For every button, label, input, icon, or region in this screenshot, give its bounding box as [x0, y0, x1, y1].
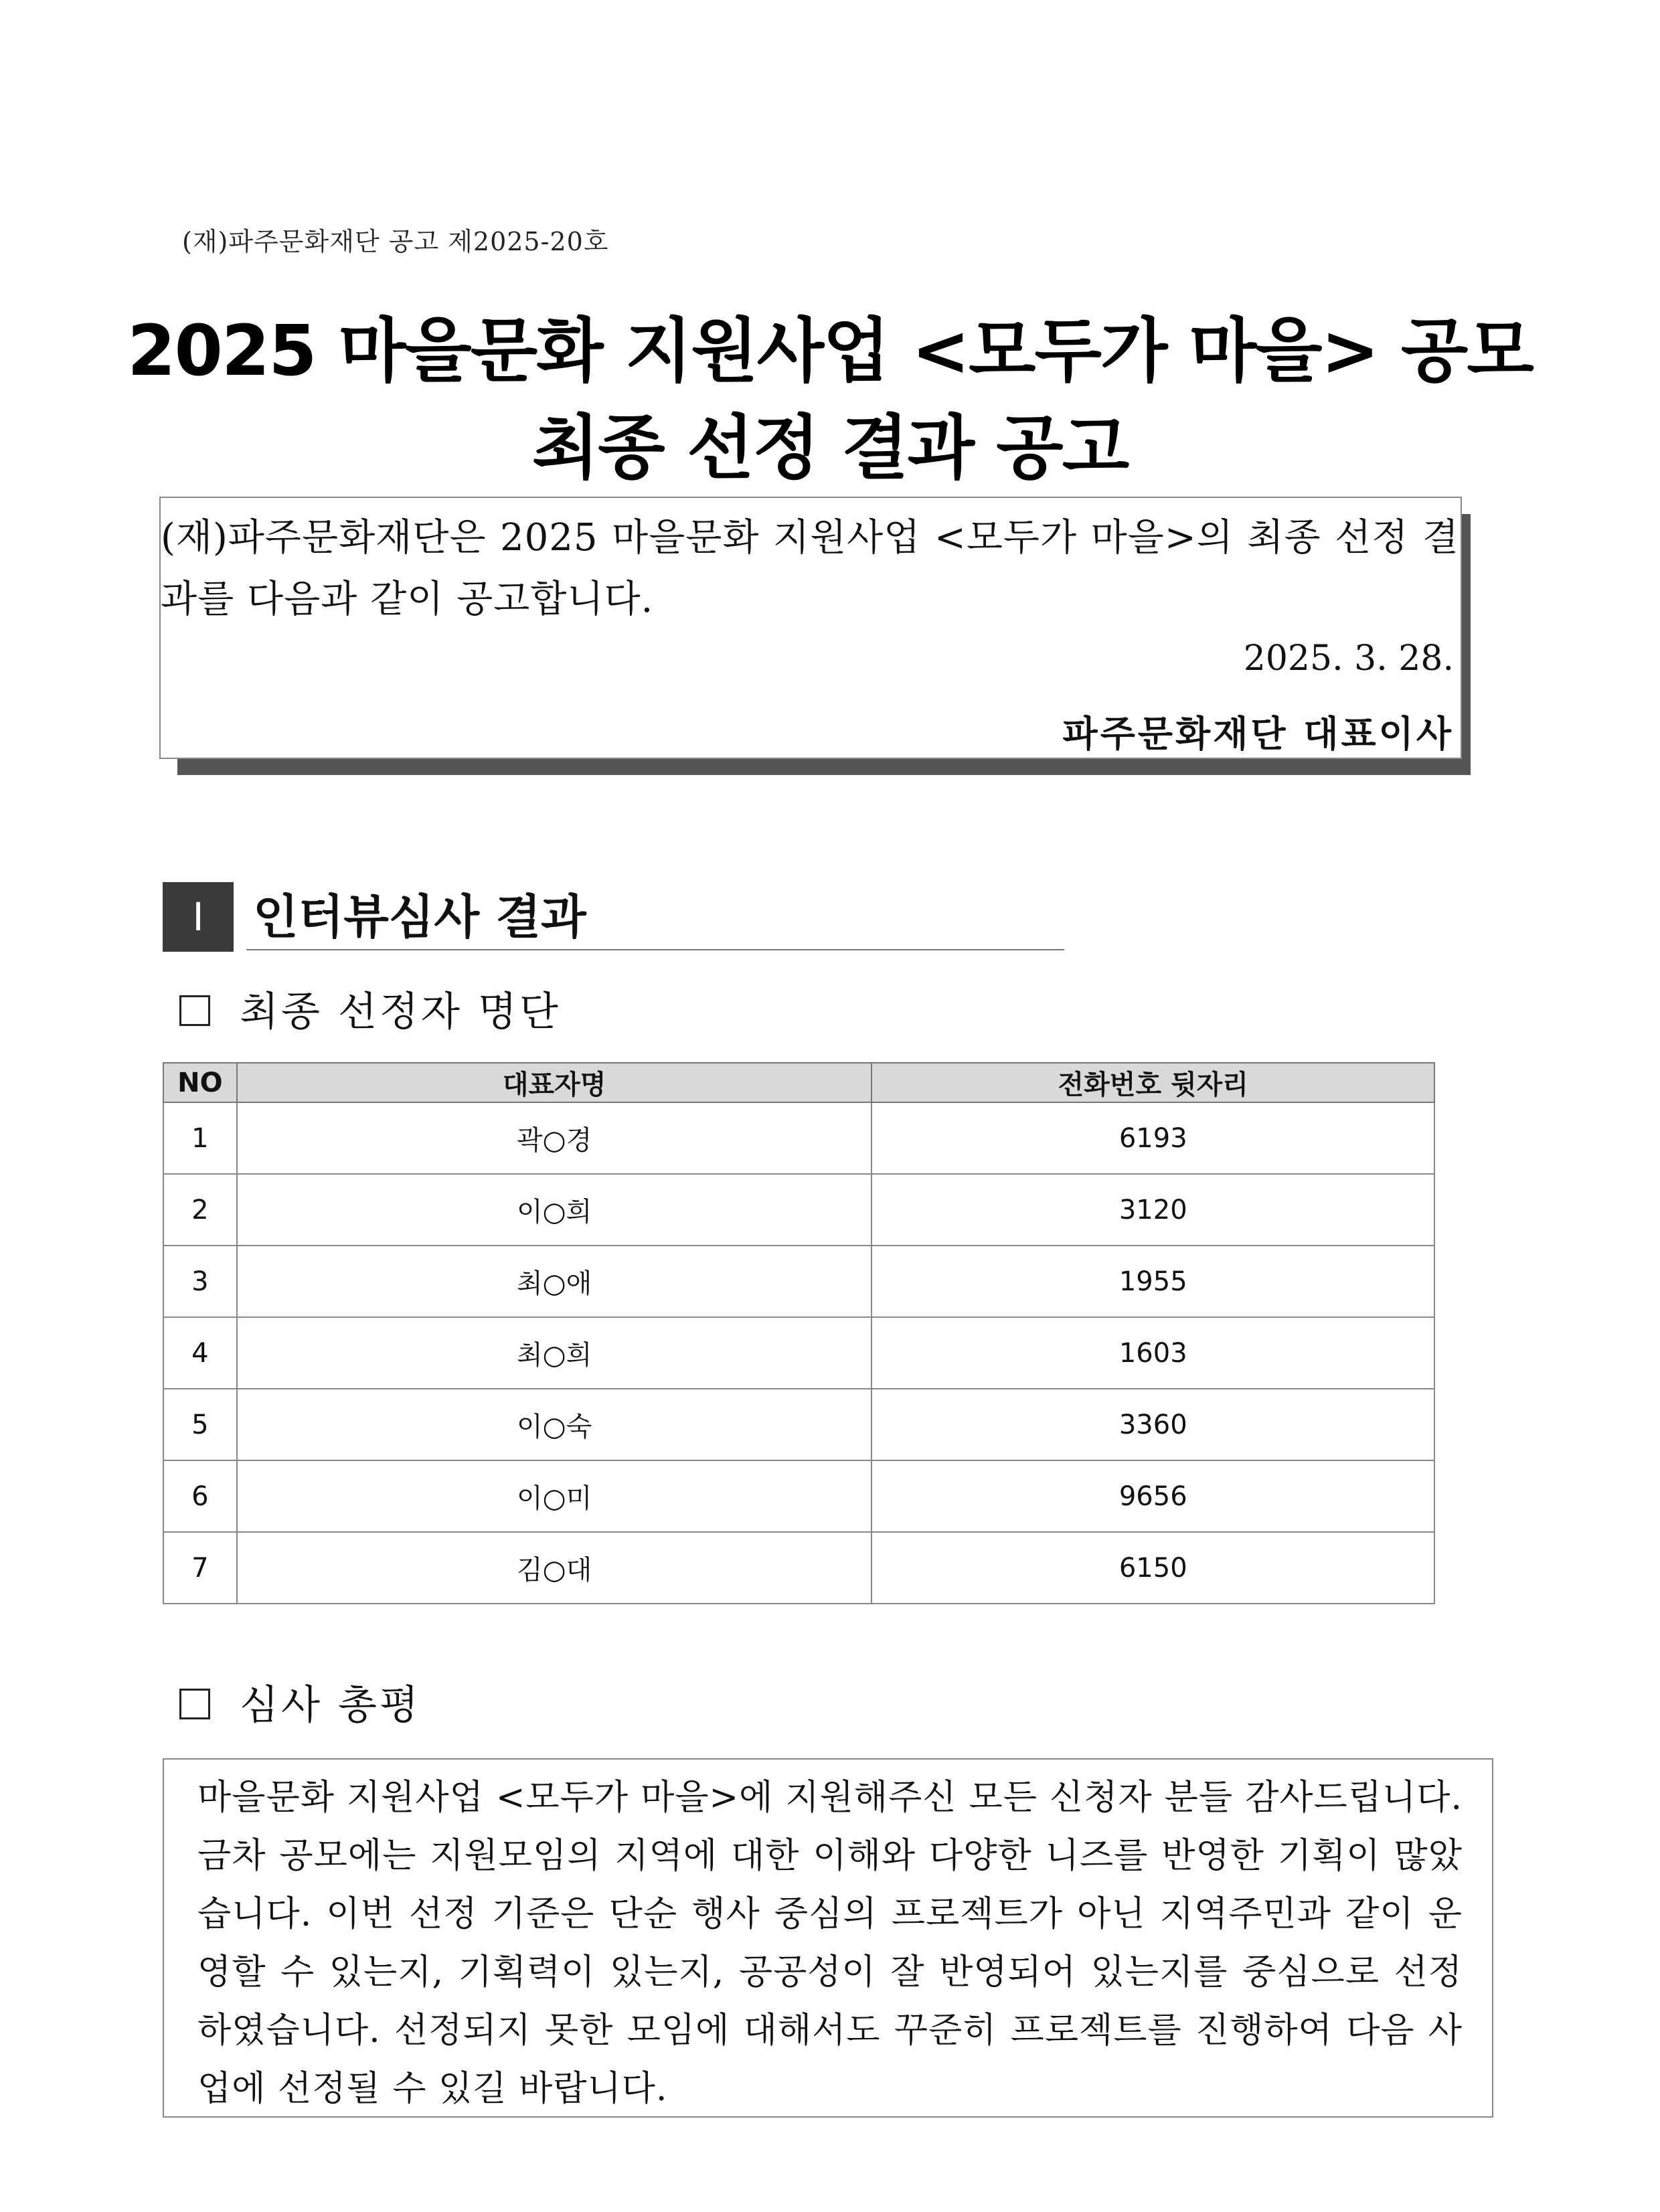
representative-name: 이○희 — [237, 1174, 872, 1246]
row-number: 4 — [163, 1317, 237, 1389]
table-header-row — [163, 1063, 1434, 1102]
document-title-line1: 2025 마을문화 지원사업 <모두가 마을> 공모 — [127, 310, 1533, 392]
review-text: 마을문화 지원사업 <모두가 마을>에 지원해주신 모든 신청자 분들 감사드립니다. 금차 공모에는 지원모임의 지역에 대한 이해와 다양한 니즈를 반영한 기획이 많았습니다. 이번 선정 기준은 단순 행사 중심의 프로젝트가 아닌 지역주민과 같이 운영할 수 있는지, 기획력이 있는지, 공공성이 잘 반영되어 있는지를 중심으로 선정하였습니다. 선정되지 못한 모임에 대해서도 꾸준히 프로젝트를 진행하여 다음 사업에 선정될 수 있길 바랍니다. — [197, 1778, 1463, 2109]
phone-last-digits: 9656 — [872, 1460, 1434, 1532]
phone-last-digits: 3360 — [872, 1389, 1434, 1460]
phone-last-digits: 1955 — [872, 1246, 1434, 1317]
representative-name: 김○대 — [237, 1532, 872, 1604]
row-number: 5 — [163, 1389, 237, 1460]
table-row — [163, 1460, 1434, 1532]
row-number: 2 — [163, 1174, 237, 1246]
intro-text: (재)파주문화재단은 2025 마을문화 지원사업 <모두가 마을>의 최종 선정 결과를 다음과 같이 공고합니다. — [161, 516, 1459, 621]
review-box — [163, 1758, 1493, 2118]
section-title: 인터뷰심사 결과 — [253, 889, 586, 944]
review-heading-text: 심사 총평 — [240, 1682, 421, 1729]
column-header-representative: 대표자명 — [237, 1063, 872, 1102]
table-row — [163, 1102, 1434, 1174]
representative-name: 최○애 — [237, 1246, 872, 1317]
table-row — [163, 1174, 1434, 1246]
phone-last-digits: 3120 — [872, 1174, 1434, 1246]
row-number: 7 — [163, 1532, 237, 1604]
phone-last-digits: 1603 — [872, 1317, 1434, 1389]
signatory: 파주문화재단 대표이사 — [1062, 712, 1454, 755]
selected-list-heading — [179, 980, 561, 1037]
square-bullet-icon — [179, 1689, 210, 1719]
square-bullet-icon — [179, 995, 210, 1026]
notice-number: (재)파주문화재단 공고 제2025-20호 — [182, 227, 609, 256]
announcement-date: 2025. 3. 28. — [1243, 639, 1454, 679]
selected-roster-table — [163, 1062, 1435, 1604]
representative-name: 이○숙 — [237, 1389, 872, 1460]
column-header-no: NO — [163, 1063, 237, 1102]
column-header-phone: 전화번호 뒷자리 — [872, 1063, 1434, 1102]
representative-name: 이○미 — [237, 1460, 872, 1532]
table-row — [163, 1317, 1434, 1389]
phone-last-digits: 6193 — [872, 1102, 1434, 1174]
representative-name: 곽○경 — [237, 1102, 872, 1174]
section-underline — [246, 949, 1064, 950]
phone-last-digits: 6150 — [872, 1532, 1434, 1604]
table-row — [163, 1532, 1434, 1604]
selected-list-heading-text: 최종 선정자 명단 — [240, 989, 561, 1035]
document-title-line2: 최종 선정 결과 공고 — [531, 407, 1129, 489]
representative-name: 최○희 — [237, 1317, 872, 1389]
section-number-badge: Ⅰ — [163, 882, 234, 952]
intro-box — [159, 497, 1462, 759]
row-number: 3 — [163, 1246, 237, 1317]
row-number: 1 — [163, 1102, 237, 1174]
table-row — [163, 1389, 1434, 1460]
row-number: 6 — [163, 1460, 237, 1532]
table-row — [163, 1246, 1434, 1317]
review-heading — [179, 1673, 421, 1731]
